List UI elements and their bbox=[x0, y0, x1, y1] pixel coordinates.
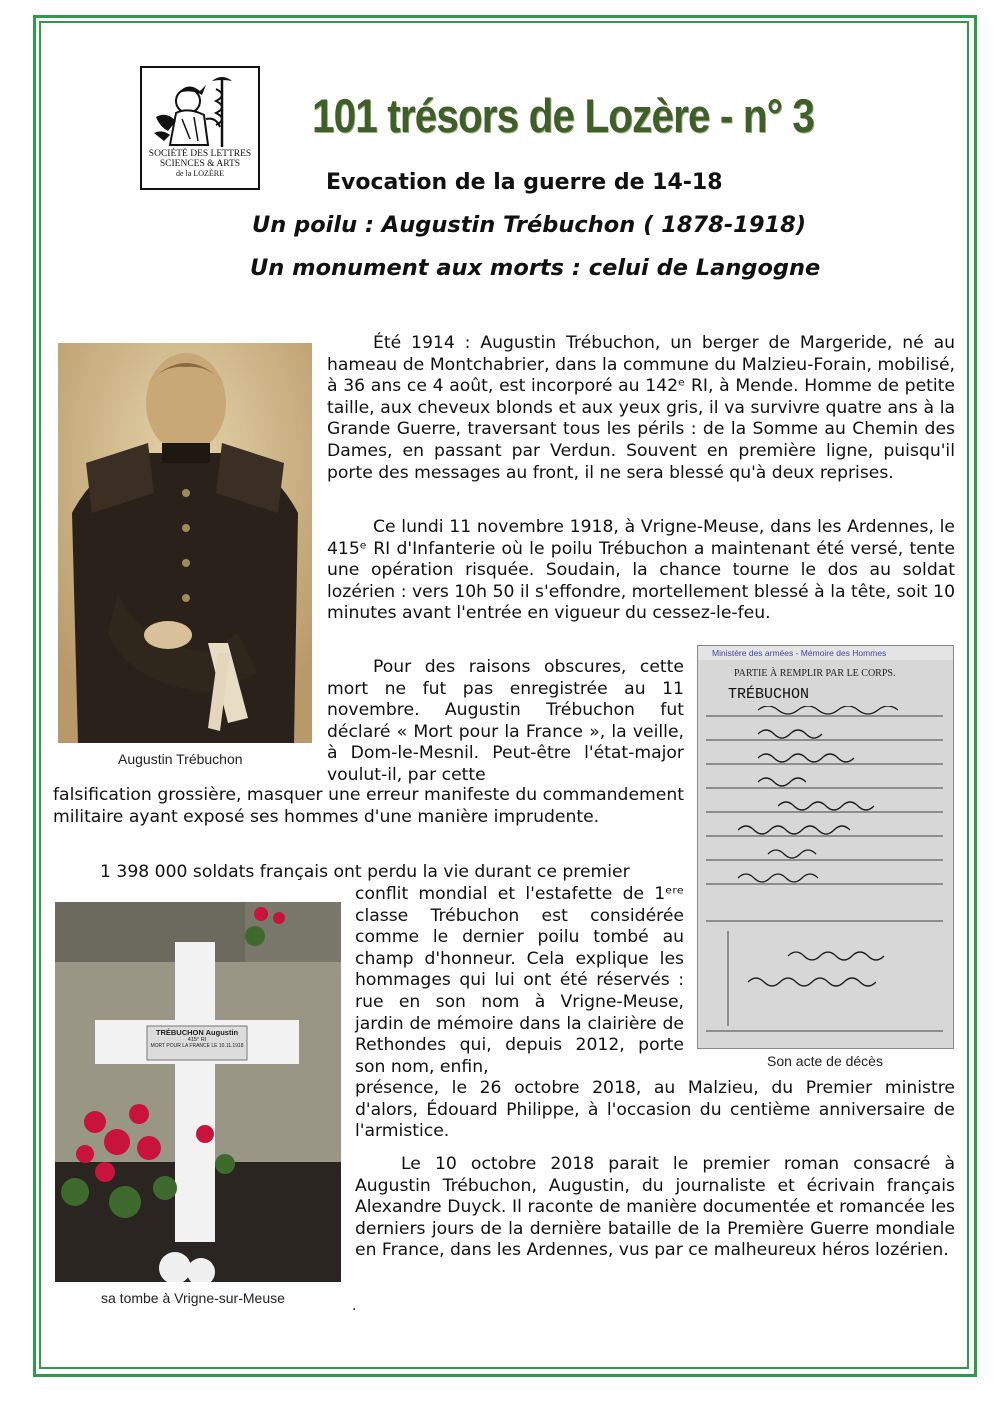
article-paragraph-4-continued: présence, le 26 octobre 2018, au Malzieu, du Premier ministre d'alors, Édouard Philippe, à l'occasion du centième anniversaire de l'armistice. bbox=[355, 1078, 955, 1142]
certificate-form-title: PARTIE À REMPLIR PAR LE CORPS. bbox=[734, 668, 896, 679]
article-paragraph-3-continued: falsification grossière, masquer une erreur manifeste du commandement militaire ayant exposé ses hommes d'une manière imprudente. bbox=[53, 785, 684, 827]
portrait-caption: Augustin Trébuchon bbox=[118, 751, 243, 767]
society-logo bbox=[140, 66, 260, 190]
logo-text-line2: SCIENCES & ARTS bbox=[159, 159, 241, 169]
subtitle-poilu: Un poilu : Augustin Trébuchon ( 1878-1918) bbox=[252, 212, 807, 238]
portrait-photo bbox=[58, 343, 312, 743]
subtitle-monument: Un monument aux morts : celui de Langogne bbox=[250, 255, 821, 281]
article-paragraph-2: Ce lundi 11 novembre 1918, à Vrigne-Meuse, dans les Ardennes, le 415ᵉ RI d'Infanterie où le poilu Trébuchon a maintenant été versé, tente une opération risquée. Soudain, la chance tourne le dos au soldat lozérien : vers 10h 50 il s'effondre, mortellement blessé à la tête, soit 10 minutes avant l'entrée en vigueur du cessez-le-feu. bbox=[327, 517, 955, 624]
plaque-name: TRÉBUCHON Augustin bbox=[155, 1028, 239, 1037]
article-paragraph-4-lead: 1 398 000 soldats français ont perdu la vie durant ce premier bbox=[100, 862, 630, 882]
trailing-dot: . bbox=[352, 1298, 357, 1314]
subtitle-evocation: Evocation de la guerre de 14-18 bbox=[326, 170, 723, 195]
page-title: 101 trésors de Lozère - n° 3 bbox=[312, 89, 815, 142]
certificate-caption: Son acte de décès bbox=[767, 1053, 883, 1069]
article-paragraph-3: Pour des raisons obscures, cette mort ne fut pas enregistrée au 11 novembre. Augustin Trébuchon fut déclaré « Mort pour la France », la veille, à Dom-le-Mesnil. Peut-être l'état-major voulut-il, par cette bbox=[327, 657, 684, 785]
certificate-header: Ministère des armées - Mémoire des Hommes bbox=[698, 646, 953, 660]
grave-caption: sa tombe à Vrigne-sur-Meuse bbox=[101, 1290, 285, 1306]
plaque-unit: 415° RI bbox=[187, 1037, 207, 1043]
grave-photo bbox=[55, 902, 341, 1282]
plaque-text: MORT POUR LA FRANCE LE 10.11.1918 bbox=[150, 1043, 244, 1049]
article-paragraph-1: Été 1914 : Augustin Trébuchon, un berger de Margeride, né au hameau de Montchabrier, dans la commune du Malzieu-Forain, mobilisé, à 36 ans ce 4 août, est incorporé au 142ᵉ RI, à Mende. Homme de petite taille, aux cheveux blonds et aux yeux gris, il va survivre quatre ans à la Grande Guerre, traversant tous les périls : de la Somme au Chemin des Dames, en passant par Verdun. Souvent en première ligne, puisqu'il porte des messages au front, il ne sera blessé qu'à deux reprises. bbox=[327, 333, 955, 483]
certificate-name: TRÉBUCHON bbox=[728, 686, 810, 703]
death-certificate-image bbox=[697, 645, 954, 1049]
logo-text-line1: SOCIÉTÉ DES LETTRES bbox=[148, 149, 252, 159]
mercury-emblem-icon bbox=[148, 71, 252, 149]
certificate-handwriting bbox=[698, 706, 953, 1046]
article-paragraph-5: Le 10 octobre 2018 parait le premier roman consacré à Augustin Trébuchon, Augustin, du journaliste et écrivain français Alexandre Duyck. Il raconte de manière documentée et romancée les derniers jours de la dernière bataille de la Première Guerre mondiale en France, dans les Ardennes, vus par ce malheureux héros lozérien. bbox=[355, 1154, 955, 1261]
logo-text-line3: de la LOZÈRE bbox=[176, 169, 224, 178]
article-paragraph-4: conflit mondial et l'estafette de 1ᵉʳᵉ classe Trébuchon est considérée comme le dernier poilu tombé au champ d'honneur. Cela explique les hommages qui lui ont été réservés : rue en son nom à Vrigne-Meuse, jardin de mémoire dans la clairière de Rethondes qui, depuis 2012, porte son nom, enfin, bbox=[355, 884, 684, 1077]
